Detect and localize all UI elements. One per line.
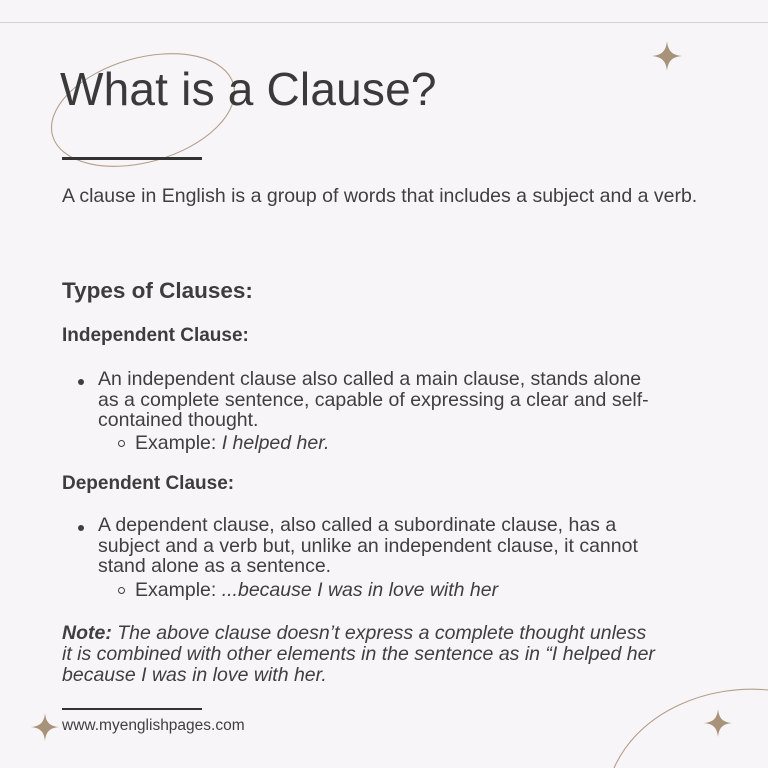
note-line: The above clause doesn’t express a complete thought unless: [117, 622, 647, 644]
note-label: Note:: [62, 622, 112, 644]
example-label: Example:: [135, 432, 217, 454]
dependent-clause-heading: Dependent Clause:: [62, 473, 235, 494]
footer-divider: [62, 708, 202, 710]
circle-bullet-icon: [118, 587, 125, 594]
intro-paragraph: A clause in English is a group of words that includes a subject and a verb.: [62, 185, 698, 207]
circle-bullet-icon: [118, 440, 125, 447]
dependent-clause-example: [135, 579, 498, 602]
example-label: Example:: [135, 579, 217, 601]
dependent-clause-description: [98, 515, 718, 577]
description-line: subject and a verb but, unlike an independent clause, it cannot: [98, 534, 638, 557]
sparkle-star-icon: [703, 708, 733, 738]
page-title: What is a Clause?: [60, 63, 437, 115]
decorative-arc: [600, 680, 768, 768]
note-line: because I was in love with her.: [62, 664, 327, 686]
title-underline: [62, 157, 202, 160]
note-paragraph: [62, 623, 732, 686]
bullet-dot-icon: [78, 525, 84, 531]
types-heading: Types of Clauses:: [62, 278, 253, 303]
description-line: A dependent clause, also called a subordinate clause, has a: [98, 514, 617, 536]
sparkle-star-icon: [30, 712, 60, 742]
independent-clause-example: [135, 432, 329, 455]
example-text: ...because I was in love with her: [221, 579, 499, 601]
description-line: as a complete sentence, capable of expressing a clear and self-: [98, 388, 649, 411]
website-url[interactable]: www.myenglishpages.com: [62, 717, 245, 734]
description-line: An independent clause also called a main clause, stands alone: [98, 368, 642, 390]
description-line: stand alone as a sentence.: [98, 555, 332, 577]
sparkle-star-icon: [651, 40, 683, 72]
note-line: it is combined with other elements in the sentence as in “I helped her: [62, 643, 655, 665]
independent-clause-heading: Independent Clause:: [62, 325, 249, 346]
top-divider: [0, 22, 768, 23]
independent-clause-description: [98, 369, 718, 431]
bullet-dot-icon: [78, 379, 84, 385]
example-text: I helped her.: [221, 432, 330, 454]
description-line: contained thought.: [98, 409, 259, 431]
